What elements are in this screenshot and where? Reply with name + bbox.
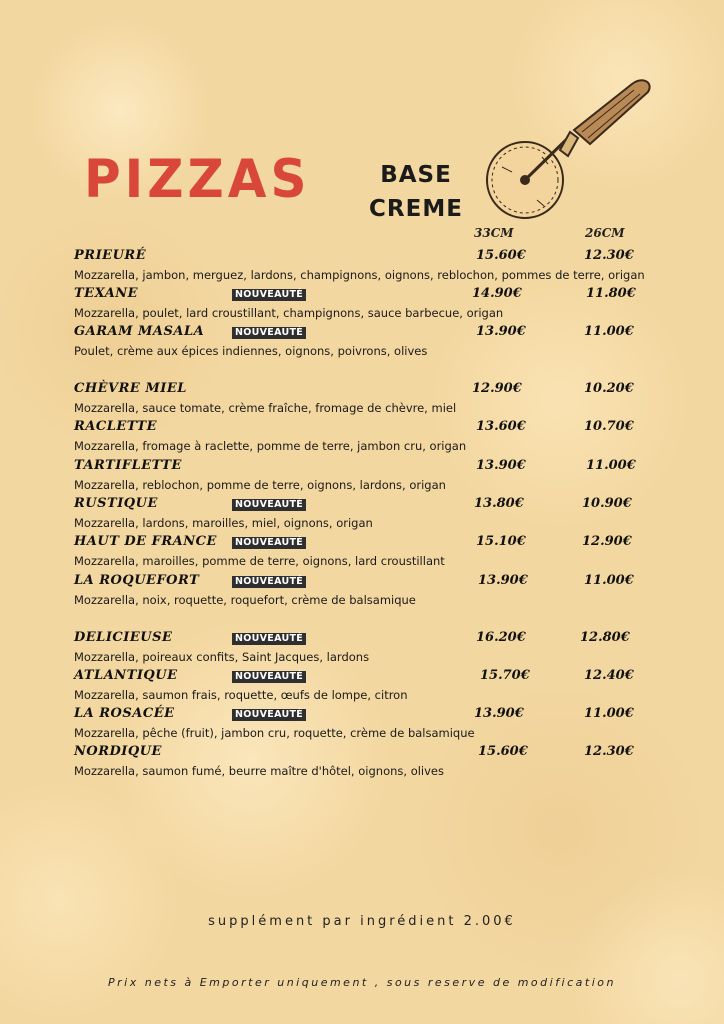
price-33cm: 15.70€	[480, 668, 530, 683]
price-33cm: 12.90€	[472, 381, 522, 396]
new-badge: NOUVEAUTÉ	[232, 537, 306, 549]
pizza-ingredients: Mozzarella, maroilles, pomme de terre, oignons, lard croustillant	[74, 554, 445, 568]
price-33cm: 13.90€	[476, 324, 526, 339]
pizza-ingredients: Mozzarella, fromage à raclette, pomme de terre, jambon cru, origan	[74, 439, 467, 453]
price-33cm: 13.60€	[476, 419, 526, 434]
pizza-name: HAUT DE FRANCE	[74, 534, 217, 549]
footer-note: Prix nets à Emporter uniquement , sous reserve de modification	[108, 976, 616, 989]
supplement-note: supplément par ingrédient 2.00€	[208, 914, 516, 929]
menu-item	[74, 534, 654, 572]
price-33cm: 13.90€	[474, 706, 524, 721]
menu-item	[74, 286, 654, 324]
price-26cm: 12.80€	[580, 630, 630, 645]
pizza-name: NORDIQUE	[74, 744, 162, 759]
price-26cm: 10.90€	[582, 496, 632, 511]
menu-item	[74, 458, 654, 496]
price-33cm: 13.90€	[476, 458, 526, 473]
pizza-ingredients: Mozzarella, sauce tomate, crème fraîche, fromage de chèvre, miel	[74, 401, 457, 415]
pizza-ingredients: Mozzarella, saumon fumé, beurre maître d'hôtel, oignons, olives	[74, 764, 444, 778]
price-26cm: 11.00€	[584, 324, 634, 339]
pizza-name: DELICIEUSE	[74, 630, 173, 645]
base-heading-line2: CREME	[369, 196, 463, 222]
new-badge: NOUVEAUTÉ	[232, 576, 306, 588]
menu-item	[74, 630, 654, 668]
pizza-ingredients: Mozzarella, saumon frais, roquette, œufs de lompe, citron	[74, 688, 408, 702]
price-26cm: 11.00€	[586, 458, 636, 473]
price-33cm: 15.60€	[476, 248, 526, 263]
pizza-ingredients: Mozzarella, poireaux confits, Saint Jacques, lardons	[74, 650, 370, 664]
menu-item	[74, 324, 654, 362]
size-header-33: 33CM	[474, 226, 514, 240]
price-26cm: 12.90€	[582, 534, 632, 549]
price-33cm: 16.20€	[476, 630, 526, 645]
base-heading-line1: BASE	[380, 162, 452, 188]
pizza-ingredients: Mozzarella, poulet, lard croustillant, champignons, sauce barbecue, origan	[74, 306, 504, 320]
menu-item	[74, 573, 654, 611]
menu-item	[74, 381, 654, 419]
pizza-ingredients: Mozzarella, jambon, merguez, lardons, champignons, oignons, reblochon, pommes de terre, origan	[74, 268, 645, 282]
pizza-name: ATLANTIQUE	[74, 668, 178, 683]
pizza-name: CHÈVRE MIEL	[74, 381, 187, 396]
new-badge: NOUVEAUTÉ	[232, 327, 306, 339]
price-26cm: 11.00€	[584, 573, 634, 588]
price-33cm: 13.90€	[478, 573, 528, 588]
pizza-name: GARAM MASALA	[74, 324, 205, 339]
menu-item	[74, 419, 654, 457]
pizza-ingredients: Poulet, crème aux épices indiennes, oignons, poivrons, olives	[74, 344, 428, 358]
size-header-26: 26CM	[585, 226, 625, 240]
menu-item	[74, 248, 654, 286]
price-33cm: 13.80€	[474, 496, 524, 511]
pizza-ingredients: Mozzarella, noix, roquette, roquefort, crème de balsamique	[74, 593, 416, 607]
price-26cm: 12.30€	[584, 744, 634, 759]
pizza-ingredients: Mozzarella, lardons, maroilles, miel, oignons, origan	[74, 516, 373, 530]
new-badge: NOUVEAUTÉ	[232, 709, 306, 721]
price-26cm: 12.40€	[584, 668, 634, 683]
menu-item	[74, 744, 654, 782]
pizza-name: TARTIFLETTE	[74, 458, 182, 473]
pizza-name: TEXANE	[74, 286, 139, 301]
menu-item	[74, 496, 654, 534]
price-33cm: 14.90€	[472, 286, 522, 301]
new-badge: NOUVEAUTÉ	[232, 499, 306, 511]
new-badge: NOUVEAUTÉ	[232, 289, 306, 301]
price-33cm: 15.10€	[476, 534, 526, 549]
price-26cm: 12.30€	[584, 248, 634, 263]
price-33cm: 15.60€	[478, 744, 528, 759]
pizza-name: LA ROSACÉE	[74, 706, 175, 721]
pizza-name: RUSTIQUE	[74, 496, 158, 511]
price-26cm: 11.80€	[586, 286, 636, 301]
pizza-name: LA ROQUEFORT	[74, 573, 200, 588]
new-badge: NOUVEAUTÉ	[232, 633, 306, 645]
price-26cm: 10.70€	[584, 419, 634, 434]
menu-item	[74, 668, 654, 706]
price-26cm: 10.20€	[584, 381, 634, 396]
pizza-name: PRIEURÉ	[74, 248, 147, 263]
menu-title: PIZZAS	[84, 148, 311, 210]
pizza-name: RACLETTE	[74, 419, 158, 434]
menu-item	[74, 706, 654, 744]
price-26cm: 11.00€	[584, 706, 634, 721]
new-badge: NOUVEAUTÉ	[232, 671, 306, 683]
pizza-ingredients: Mozzarella, pêche (fruit), jambon cru, roquette, crème de balsamique	[74, 726, 475, 740]
pizza-ingredients: Mozzarella, reblochon, pomme de terre, oignons, lardons, origan	[74, 478, 446, 492]
